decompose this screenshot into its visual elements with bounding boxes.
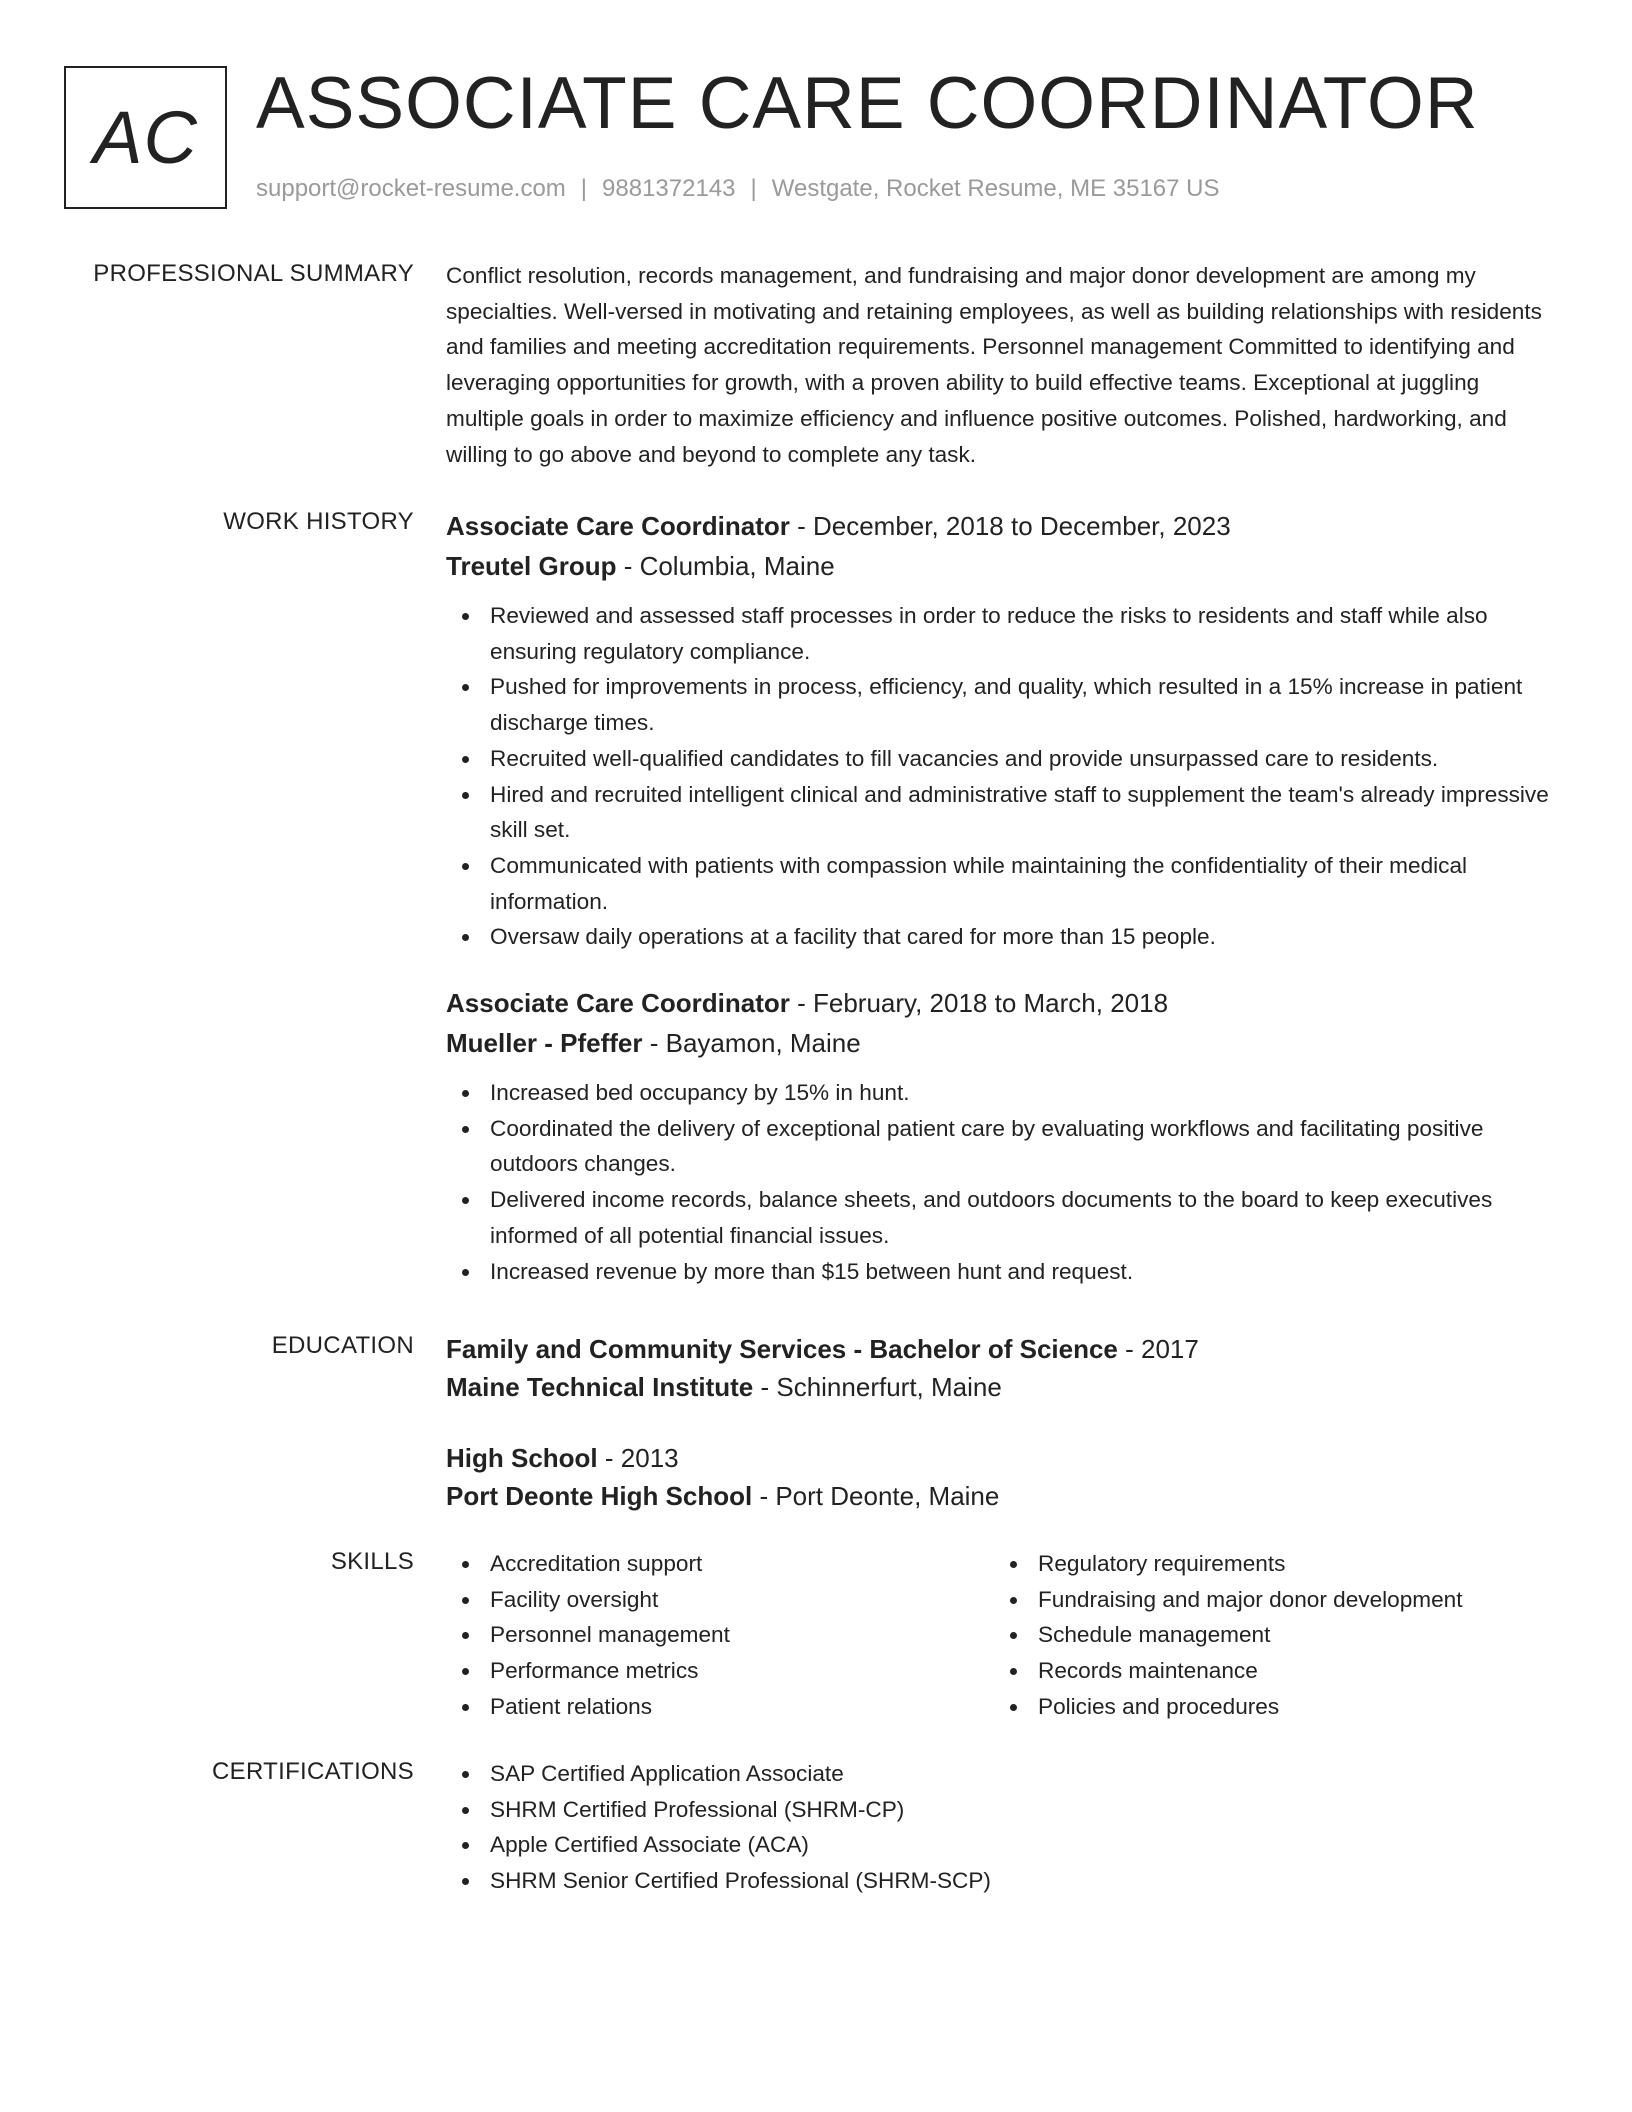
job-bullet: Increased revenue by more than $15 between hunt and request. <box>446 1254 1556 1290</box>
certification-item: SAP Certified Application Associate <box>446 1756 1556 1792</box>
section-title-certifications: CERTIFICATIONS <box>212 1758 414 1785</box>
education-location: - Schinnerfurt, Maine <box>753 1372 1002 1402</box>
education-year: - 2013 <box>597 1443 679 1473</box>
skill-item: Regulatory requirements <box>994 1546 1542 1582</box>
education-school: Maine Technical Institute <box>446 1372 754 1402</box>
section-title-work-history: WORK HISTORY <box>223 508 414 535</box>
education-school-line <box>446 1368 1556 1406</box>
monogram-logo: AC <box>64 66 227 209</box>
job-dates: - December, 2018 to December, 2023 <box>789 511 1231 541</box>
work-history-body <box>446 506 1556 1289</box>
skills-list-left <box>446 1546 994 1725</box>
education-school-line <box>446 1477 1556 1515</box>
education-location: - Port Deonte, Maine <box>752 1481 1000 1511</box>
job-bullet: Pushed for improvements in process, efficiency, and quality, which resulted in a 15% increase in patient discharge times. <box>446 669 1556 740</box>
job-entry <box>446 506 1556 955</box>
job-dates: - February, 2018 to March, 2018 <box>789 988 1169 1019</box>
job-bullet: Communicated with patients with compassion while maintaining the confidentiality of their medical information. <box>446 848 1556 919</box>
job-location: - Bayamon, Maine <box>642 1028 861 1059</box>
skill-item: Personnel management <box>446 1617 994 1653</box>
job-bullets <box>446 1075 1556 1289</box>
job-company-line <box>446 546 1556 586</box>
job-company: Mueller - Pfeffer <box>446 1028 643 1059</box>
job-location: - Columbia, Maine <box>616 551 835 581</box>
certifications-body <box>446 1756 1556 1899</box>
contact-separator: | <box>750 175 757 202</box>
skill-item: Performance metrics <box>446 1653 994 1689</box>
skill-item: Fundraising and major donor development <box>994 1582 1542 1618</box>
job-company-line <box>446 1023 1556 1063</box>
resume-name: ASSOCIATE CARE COORDINATOR <box>256 63 1479 144</box>
education-body <box>446 1330 1556 1515</box>
certification-item: SHRM Certified Professional (SHRM-CP) <box>446 1792 1556 1828</box>
education-degree-line <box>446 1330 1556 1368</box>
certification-item: SHRM Senior Certified Professional (SHRM-SCP) <box>446 1863 1556 1899</box>
job-role: Associate Care Coordinator <box>446 511 790 541</box>
skill-item: Records maintenance <box>994 1653 1542 1689</box>
job-bullet: Coordinated the delivery of exceptional patient care by evaluating workflows and facilitating positive outdoors changes. <box>446 1111 1556 1182</box>
education-degree: High School <box>446 1443 598 1473</box>
skills-body <box>446 1546 1556 1725</box>
education-year: - 2017 <box>1117 1334 1199 1364</box>
section-title-summary: PROFESSIONAL SUMMARY <box>93 260 414 287</box>
education-school: Port Deonte High School <box>446 1481 753 1511</box>
certification-item: Apple Certified Associate (ACA) <box>446 1827 1556 1863</box>
contact-line <box>256 174 1220 204</box>
contact-address: Westgate, Rocket Resume, ME 35167 US <box>771 175 1220 202</box>
skill-item: Facility oversight <box>446 1582 994 1618</box>
skill-item: Schedule management <box>994 1617 1542 1653</box>
job-bullet: Increased bed occupancy by 15% in hunt. <box>446 1075 1556 1111</box>
job-bullet: Recruited well-qualified candidates to fill vacancies and provide unsurpassed care to residents. <box>446 741 1556 777</box>
contact-separator: | <box>580 175 588 202</box>
skill-item: Accreditation support <box>446 1546 994 1582</box>
skills-columns <box>446 1546 1556 1725</box>
job-title-line <box>446 506 1556 546</box>
resume-header <box>64 64 1564 214</box>
education-entry <box>446 1439 1556 1515</box>
contact-phone[interactable]: 9881372143 <box>602 175 736 202</box>
job-bullet: Delivered income records, balance sheets, and outdoors documents to the board to keep executives informed of all potential financial issues. <box>446 1182 1556 1253</box>
section-title-skills: SKILLS <box>330 1548 414 1575</box>
job-bullet: Oversaw daily operations at a facility that cared for more than 15 people. <box>446 919 1556 955</box>
education-degree: Family and Community Services - Bachelor of Science <box>446 1334 1118 1364</box>
job-title-line <box>446 983 1556 1023</box>
summary-text: Conflict resolution, records management, and fundraising and major donor development are among my specialties. Well-versed in motivating and retaining employees, as well as building relationships with residents and families and meeting accreditation requirements. Personnel management Committed to identifying and leveraging opportunities for growth, with a proven ability to build effective teams. Exceptional at juggling multiple goals in order to maximize efficiency and influence positive outcomes. Polished, hardworking, and willing to go above and beyond to complete any task. <box>446 263 1542 467</box>
job-bullet: Hired and recruited intelligent clinical and administrative staff to supplement the team's already impressive skill set. <box>446 777 1556 848</box>
skills-list-right <box>994 1546 1542 1725</box>
job-company: Treutel Group <box>446 551 617 581</box>
job-entry <box>446 983 1556 1289</box>
summary-body <box>446 258 1556 472</box>
job-role: Associate Care Coordinator <box>446 988 790 1019</box>
education-degree-line <box>446 1439 1556 1477</box>
job-bullets <box>446 598 1556 955</box>
job-bullet: Reviewed and assessed staff processes in order to reduce the risks to residents and staff while also ensuring regulatory compliance. <box>446 598 1556 669</box>
contact-email[interactable]: support@rocket-resume.com <box>256 175 566 202</box>
certifications-list <box>446 1756 1556 1899</box>
education-entry <box>446 1330 1556 1406</box>
skill-item: Patient relations <box>446 1689 994 1725</box>
skill-item: Policies and procedures <box>994 1689 1542 1725</box>
section-title-education: EDUCATION <box>271 1332 414 1359</box>
